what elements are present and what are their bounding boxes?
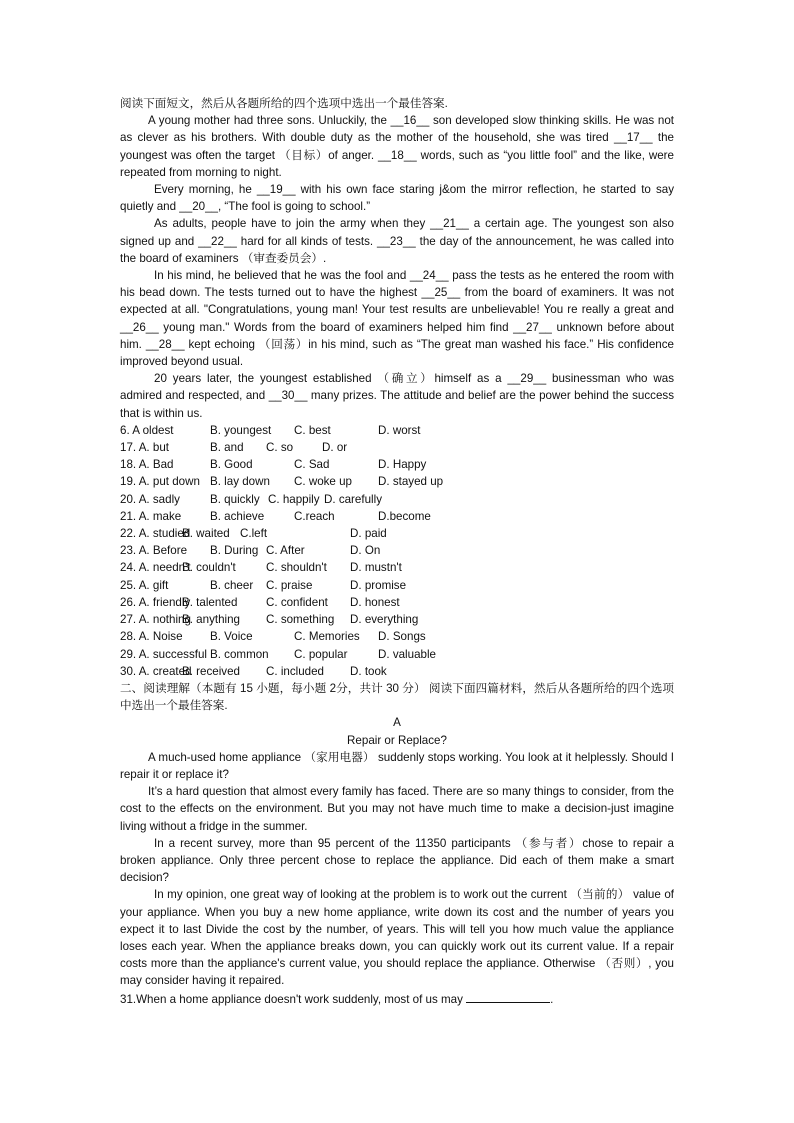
option-a: 29. A. successful (120, 647, 207, 661)
option-row (120, 473, 674, 490)
option-a: 17. A. but (120, 441, 169, 455)
option-c: C. happily (268, 492, 320, 506)
option-c: C. woke up (294, 475, 352, 489)
option-c: C. so (266, 441, 294, 455)
option-row (120, 663, 674, 680)
option-a: 23. A. Before (120, 544, 188, 558)
option-c: C. something (266, 613, 335, 627)
answer-blank[interactable] (466, 990, 550, 1003)
cloze-paragraph: Every morning, he __19__ with his own face staring j&om the mirror reflection, he started to say quietly and __20__, “The fool is going to school.” (120, 183, 674, 214)
option-row (120, 559, 674, 576)
option-b: B. cheer (210, 578, 254, 592)
option-d: D. or (322, 441, 348, 455)
option-a: 18. A. Bad (120, 458, 174, 472)
option-c: C. Sad (294, 458, 330, 472)
passage-label: A (393, 716, 401, 730)
option-a: 20. A. sadly (120, 492, 180, 506)
option-c: C. Memories (294, 630, 360, 644)
option-a: 6. A oldest (120, 423, 174, 437)
section-heading: 二、阅读理解（本题有 15 小题，每小题 2分，共计 30 分） 阅读下面四篇材料，然后从各题所给的四个选项中选出一个最佳答案. (120, 681, 674, 713)
option-d: D. mustn't (350, 561, 402, 575)
option-b: B. During (210, 544, 259, 558)
option-b: B. and (210, 441, 244, 455)
option-a: 26. A. friendly (120, 595, 191, 609)
option-row (120, 594, 674, 611)
option-b: B. couldn't (182, 561, 236, 575)
passage-paragraph: A much-used home appliance （家用电器） suddenly stops working. You look at it helplessly. Should I repair it or replace it? (120, 750, 674, 781)
option-c: C. praise (266, 578, 313, 592)
option-c: C. popular (294, 647, 348, 661)
option-a: 28. A. Noise (120, 630, 183, 644)
option-d: D. took (350, 664, 387, 678)
cloze-paragraph: A young mother had three sons. Unluckily, the __16__ son developed slow thinking skills. He was not as clever as his brothers. With double duty as the mother of the household, she was tired __17__ the youngest was often the target （目标）of anger. __18__ words, such as “you little fool” and the like, were repeated from morning to night. (120, 114, 674, 179)
option-row (120, 422, 674, 439)
option-b: B. achieve (210, 509, 265, 523)
option-row (120, 508, 674, 525)
option-b: B. received (182, 664, 240, 678)
option-row (120, 646, 674, 663)
exam-page (120, 95, 674, 1008)
option-d: D. everything (350, 613, 419, 627)
option-a: 21. A. make (120, 509, 182, 523)
cloze-paragraph: 20 years later, the youngest established （确立）himself as a __29__ businessman who was admired and respected, and __30__ many prizes. The attitude and belief are the power behind the success that is within us. (120, 372, 674, 420)
option-d: D. valuable (378, 647, 437, 661)
option-d: D. honest (350, 595, 400, 609)
option-row (120, 491, 674, 508)
option-b: B. waited (182, 527, 230, 541)
option-b: B. common (210, 647, 269, 661)
option-c: C.left (240, 527, 268, 541)
option-d: D. promise (350, 578, 407, 592)
question-31 (120, 990, 674, 1008)
passage-paragraph: In a recent survey, more than 95 percent of the 11350 participants （参与者）chose to repair a broken appliance. Only three percent chose to replace the appliance. Did each of them make a smart decision? (120, 836, 674, 885)
option-a: 25. A. gift (120, 578, 169, 592)
option-b: B. quickly (210, 492, 260, 506)
option-b: B. talented (182, 595, 238, 609)
option-row (120, 456, 674, 473)
option-d: D. paid (350, 527, 387, 541)
option-c: C. confident (266, 595, 328, 609)
option-c: C. included (266, 664, 325, 678)
option-c: C.reach (294, 509, 335, 523)
option-a: 22. A. studied (120, 527, 191, 541)
cloze-paragraph: As adults, people have to join the army when they __21__ a certain age. The youngest son also signed up and __22__ hard for all kinds of tests. __23__ the day of the announcement, he was called into the board of examiners （审查委员会）. (120, 217, 674, 265)
option-a: 19. A. put down (120, 475, 200, 489)
option-d: D. On (350, 544, 381, 558)
options-list (120, 422, 674, 680)
question-31-end: . (550, 992, 554, 1006)
option-row (120, 577, 674, 594)
option-a: 30. A. created (120, 664, 192, 678)
option-d: D. worst (378, 423, 421, 437)
passage-title: Repair or Replace? (347, 733, 447, 747)
option-row (120, 525, 674, 542)
option-row (120, 439, 674, 456)
option-row (120, 628, 674, 645)
option-b: B. anything (182, 613, 241, 627)
option-b: B. lay down (210, 475, 270, 489)
option-row (120, 611, 674, 628)
option-a: 24. A. needn't (120, 561, 191, 575)
option-d: D. Happy (378, 458, 427, 472)
question-31-text: 31.When a home appliance doesn't work suddenly, most of us may (120, 992, 463, 1006)
passage-paragraph: In my opinion, one great way of looking at the problem is to work out the current （当前的） value of your appliance. When you buy a new home appliance, write down its cost and the number of years you expect it to last Divide the cost by the number, of years. This will tell you how much value the appliance loses each year. When the appliance breaks down, you can quickly work out its current value. If a repair costs more than the appliance's current value, you should replace the appliance. Otherwise （否则）, you may consider having it repaired. (120, 888, 674, 988)
option-b: B. Voice (210, 630, 253, 644)
option-b: B. Good (210, 458, 253, 472)
passage-paragraph: It’s a hard question that almost every family has faced. There are so many things to consider, from the cost to the effects on the environment. But you may not have much time to make a decision-just imagine living without a fridge in the summer. (120, 785, 674, 833)
option-row (120, 542, 674, 559)
cloze-instruction: 阅读下面短文，然后从各题所给的四个选项中选出一个最佳答案. (120, 97, 448, 110)
cloze-paragraph: In his mind, he believed that he was the fool and __24__ pass the tests as he entered the room with his bead down. The tests turned out to have the highest __25__ from the board of examiners. It was not expected at all. "Congratulations, young man! Your test results are unbelievable! You re really a great and __26__ young man." Words from the board of examiners helped him find __27__ unknown before about him. __28__ kept echoing （回荡）in his mind, such as “The great man washed his face.” His confidence improved beyond usual. (120, 269, 674, 369)
option-d: D.become (378, 509, 431, 523)
option-d: D. carefully (324, 492, 382, 506)
option-a: 27. A. nothing (120, 613, 191, 627)
option-d: D. stayed up (378, 475, 444, 489)
option-c: C. After (266, 544, 305, 558)
option-d: D. Songs (378, 630, 426, 644)
option-c: C. shouldn't (266, 561, 327, 575)
option-c: C. best (294, 423, 331, 437)
option-b: B. youngest (210, 423, 272, 437)
